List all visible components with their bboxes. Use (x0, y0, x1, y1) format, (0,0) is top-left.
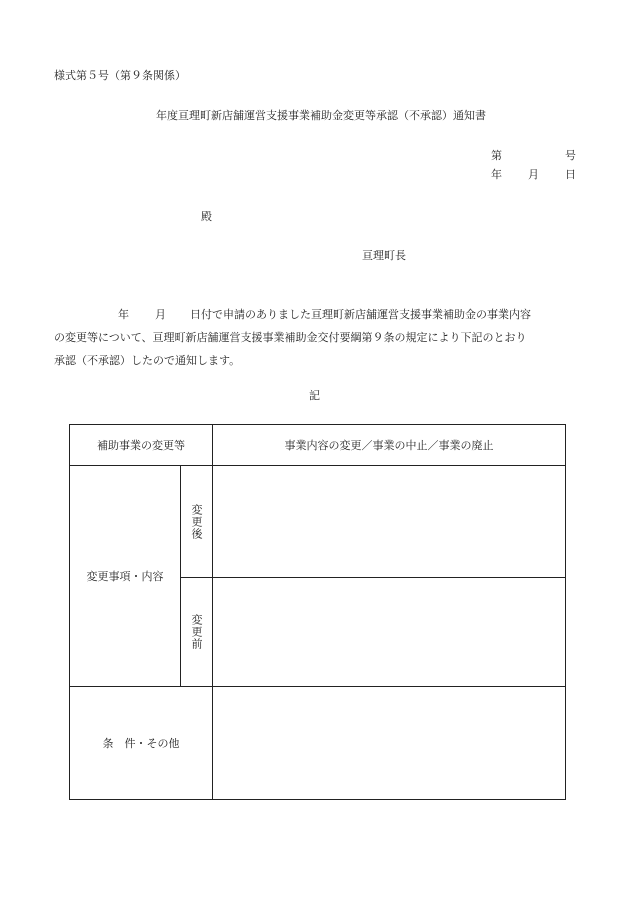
header-value-cell (213, 425, 565, 465)
body-line-2: の変更等について、亘理町新店舗運営支援事業補助金交付要綱第９条の規定により下記のとおり (54, 331, 527, 344)
body-text (54, 303, 578, 372)
body-line-1 (54, 303, 578, 326)
after-content-cell (213, 466, 565, 577)
ki-heading: 記 (309, 389, 320, 402)
sender-name: 亘理町長 (362, 249, 406, 262)
change-label: 変更事項・内容 (86, 570, 164, 583)
date-day: 日 (565, 168, 576, 181)
number-prefix: 第 (491, 149, 502, 162)
after-label-cell (181, 466, 212, 577)
before-label-cell (181, 578, 212, 686)
body-line-3: 承認（不承認）したので通知します。 (54, 354, 241, 367)
document-title: 年度亘理町新店舗運営支援事業補助金変更等承認（不承認）通知書 (156, 109, 486, 122)
header-label-cell (70, 425, 212, 465)
conditions-label-cell (70, 687, 212, 799)
change-details-table (69, 424, 566, 800)
conditions-content-cell (213, 687, 565, 799)
body-line-1-text: 日付で申請のありました亘理町新店舗運営支援事業補助金の事業内容 (190, 308, 531, 321)
before-label: 変更前 (190, 614, 203, 650)
before-content-cell (213, 578, 565, 686)
header-label: 補助事業の変更等 (97, 439, 185, 452)
addressee-honorific: 殿 (201, 210, 212, 223)
body-month: 月 (155, 308, 166, 321)
conditions-label: 条 件・その他 (102, 737, 180, 750)
number-suffix: 号 (565, 149, 576, 162)
change-label-cell (70, 466, 180, 686)
body-year: 年 (118, 308, 129, 321)
after-label: 変更後 (190, 503, 203, 540)
header-value: 事業内容の変更／事業の中止／事業の廃止 (284, 439, 494, 452)
date-year: 年 (491, 168, 502, 181)
date-month: 月 (528, 168, 539, 181)
form-number: 様式第５号（第９条関係） (54, 69, 186, 82)
